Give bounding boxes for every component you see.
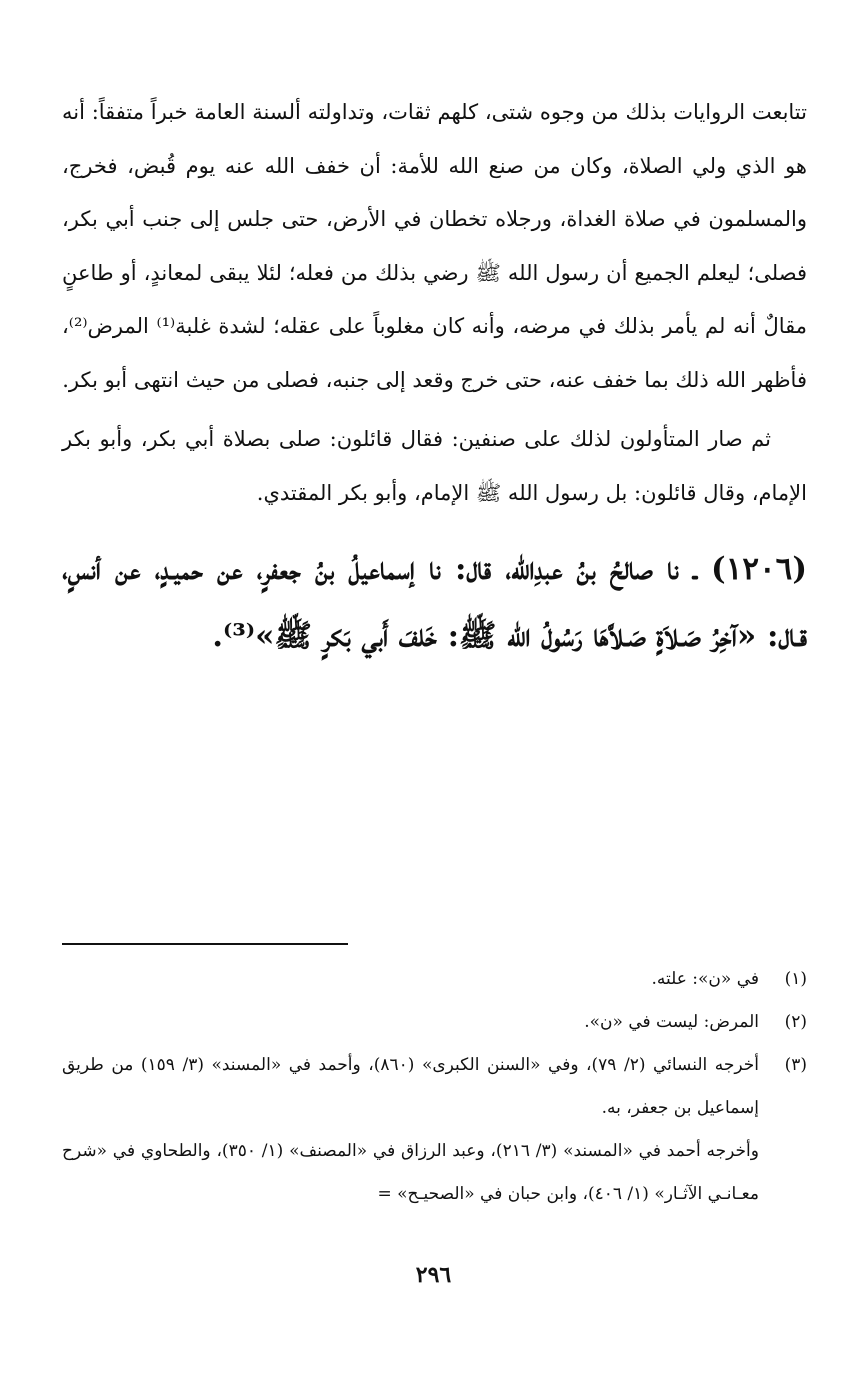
footnote-text: المرض: ليست في «ن». [584,1012,759,1032]
paragraph-2: ثم صار المتأولون لذلك على صنفين: فقال قائلون: صلى بصلاة أبي بكر، وأبو بكر الإمام، وقال قائلون: بل رسول الله ﷺ الإمام، وأبو بكر المقتدي. [62,427,807,505]
footnote-number: (٢) [784,1012,807,1032]
hadith-text: (١٢٠٦) ـ نا صالحُ بنُ عبدِالله، قال: نا إسماعيلُ بنُ جعفرٍ، عن حميـدٍ، عن أنسٍ، قـال: «آخِرُ صَـلاَةٍ صَـلاَّهَا رَسُولُ الله ﷺ: خَلفَ أَبي بَكرٍ ﷺ»⁽³⁾. [62,551,807,654]
footnote-number: (١) [784,969,807,989]
hadith-block [62,536,807,670]
footnote-text: أخرجه النسائي (٢/ ٧٩)، وفي «السنن الكبرى» (٨٦٠)، وأحمد في «المسند» (٣/ ١٥٩) من طريق إسماعيل بن جعفر، به. [62,1055,760,1118]
page-body [62,86,807,670]
footnote-3 [62,1044,807,1130]
footnote-text: في «ن»: علته. [651,969,759,989]
page-number: ٢٩٦ [415,1262,452,1288]
footnote-1 [62,958,807,1001]
main-text [62,86,807,520]
footnotes [62,958,807,1216]
footnote-3-continuation: وأخرجه أحمد في «المسند» (٣/ ٢١٦)، وعبد الرزاق في «المصنف» (١/ ٣٥٠)، والطحاوي في «شرح معـانـي الآثـار» (١/ ٤٠٦)، وابن حبان في «الصحيـح» = [62,1141,759,1204]
footnote-2 [62,1001,807,1044]
footnote-divider [62,943,348,945]
footnote-number: (٣) [784,1055,807,1075]
paragraph-1: تتابعت الروايات بذلك من وجوه شتى، كلهم ثقات، وتداولته ألسنة العامة خبراً متفقاً: أنه هو الذي ولي الصلاة، وكان من صنع الله للأمة: أن خفف الله عنه يوم قُبض، فخرج، والمسلمون في صلاة الغداة، ورجلاه تخطان في الأرض، حتى جلس إلى جنب أبي بكر، فصلى؛ ليعلم الجميع أن رسول الله ﷺ رضي بذلك من فعله؛ لئلا يبقى لمعاندٍ، أو طاعنٍ مقالٌ أنه لم يأمر بذلك في مرضه، وأنه كان مغلوباً على عقله؛ لشدة غلبة⁽¹⁾ المرض⁽²⁾، فأظهر الله ذلك بما خفف عنه، حتى خرج وقعد إلى جنبه، فصلى من حيث انتهى أبو بكر. [62,100,807,392]
